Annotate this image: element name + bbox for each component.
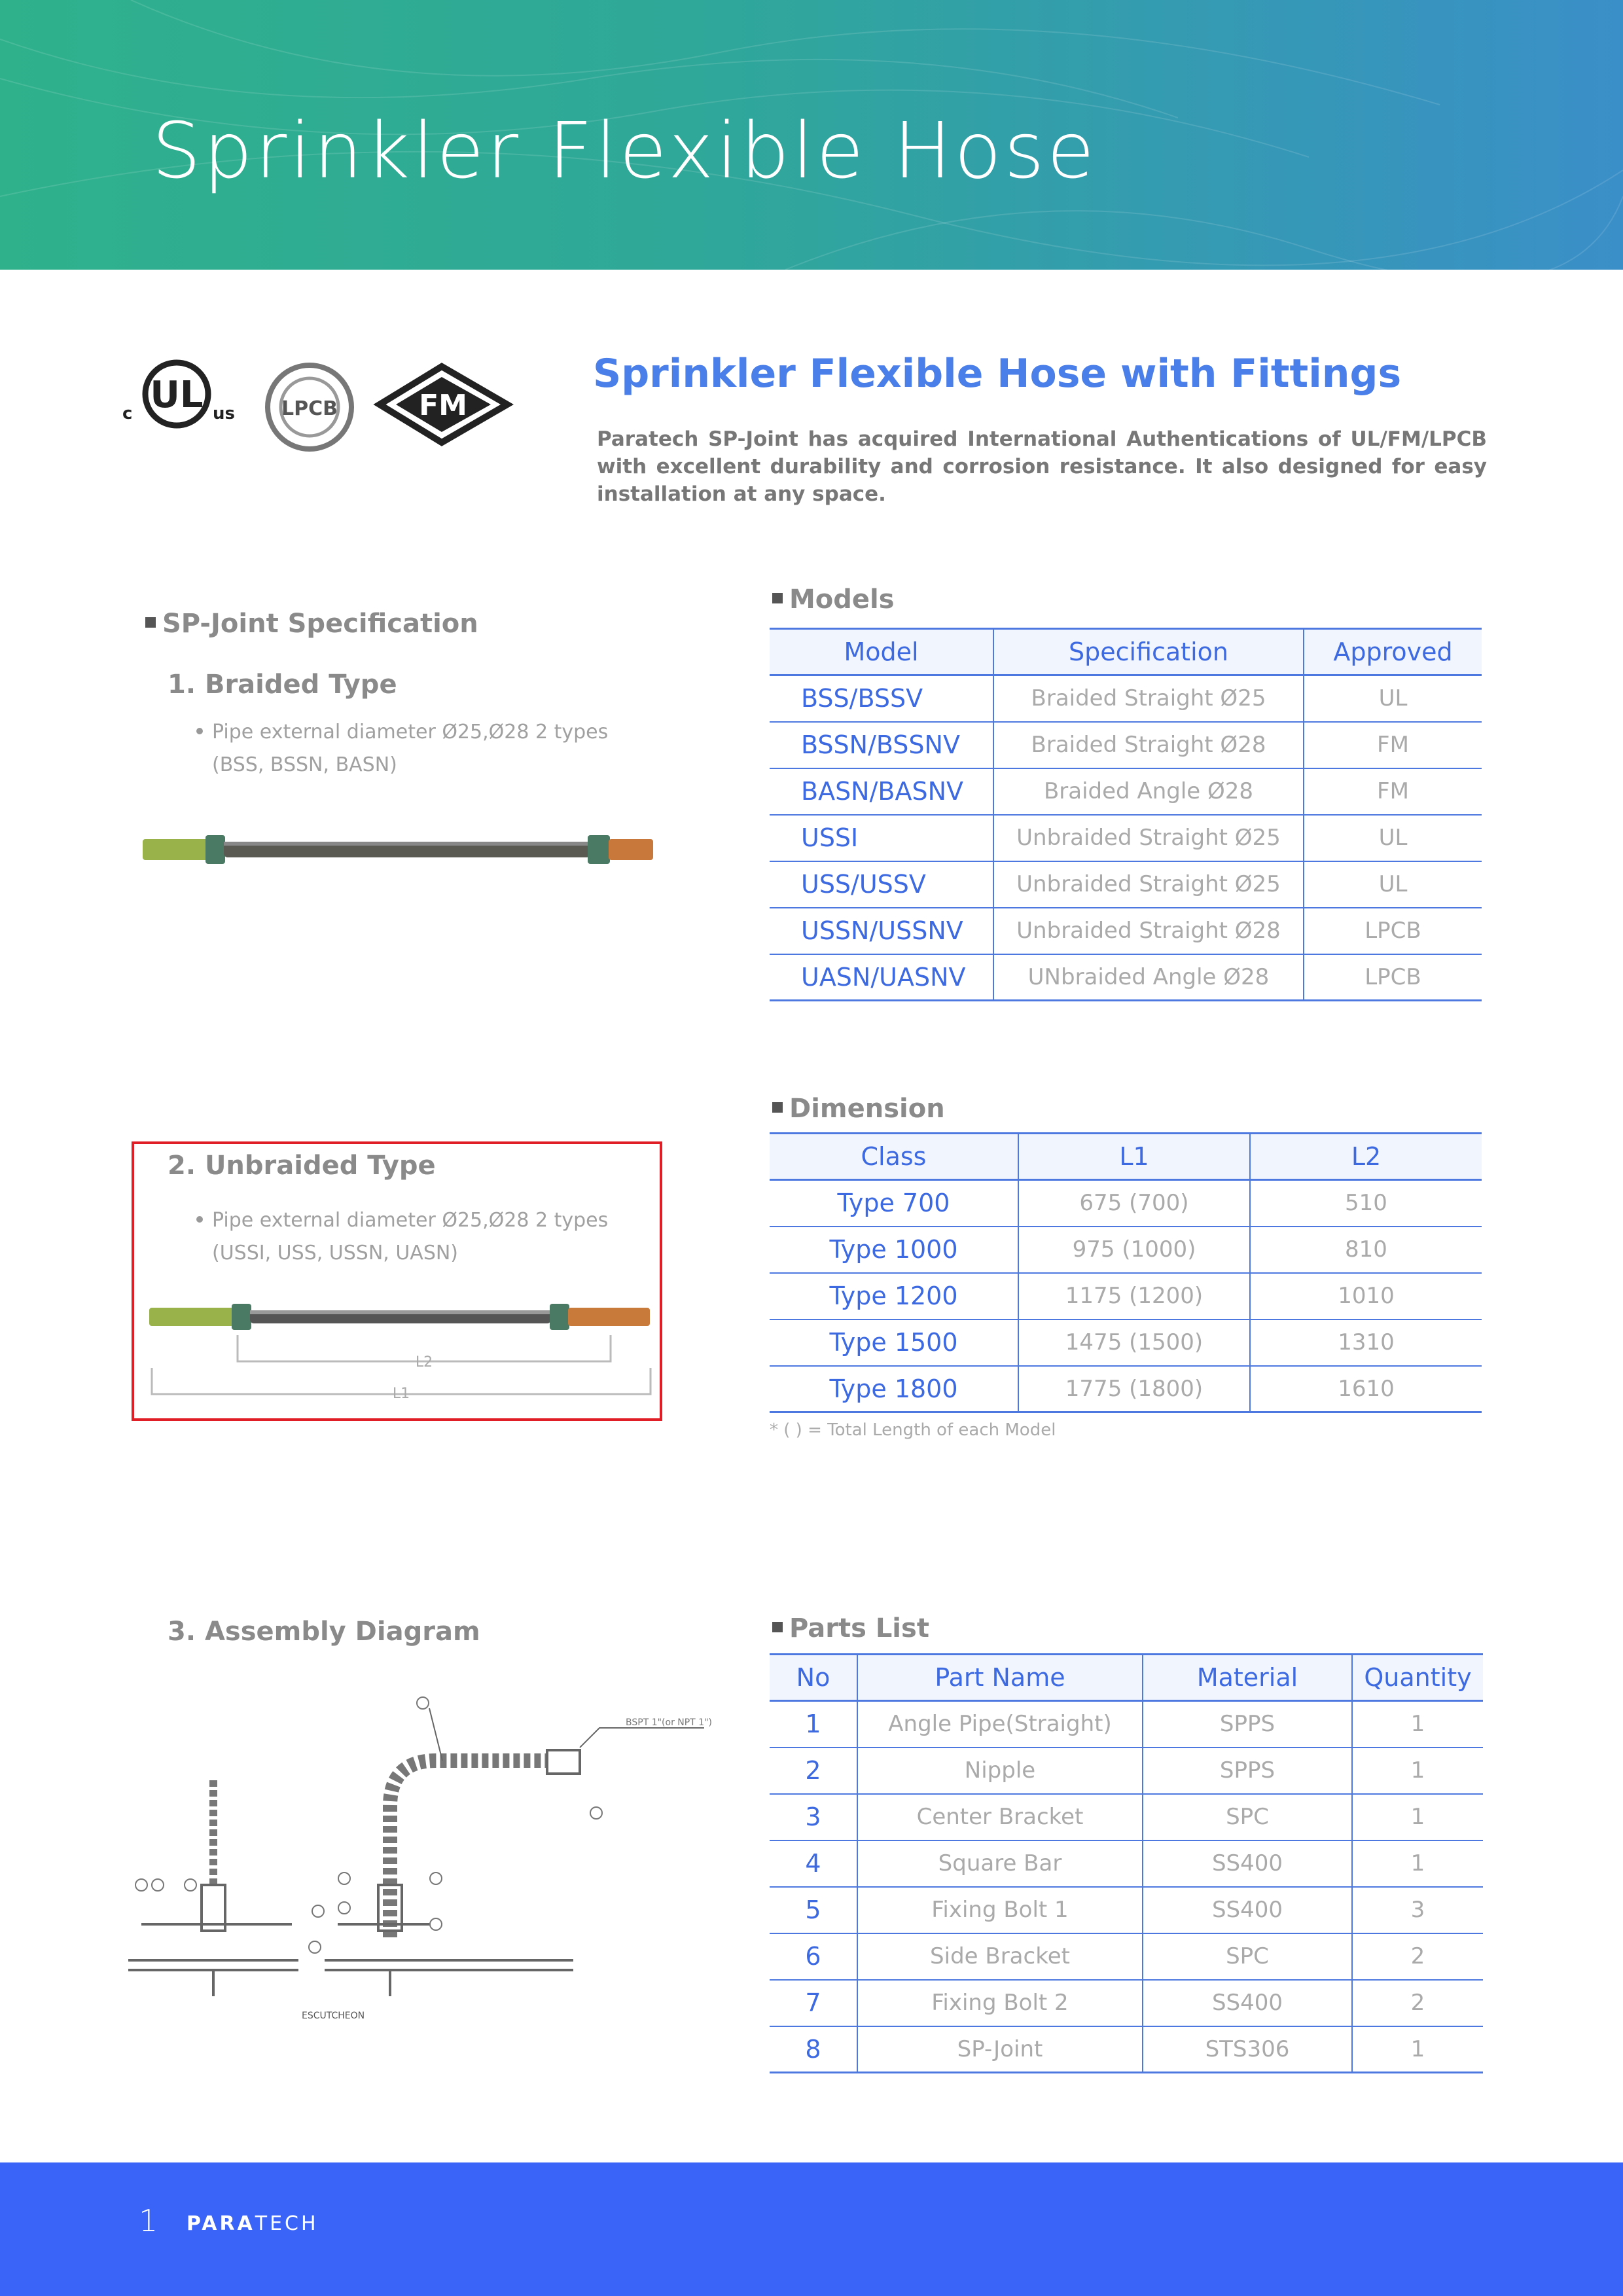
models-table-row (770, 861, 1482, 908)
parts-table-column-header: No (770, 1655, 857, 1701)
dimension-table (770, 1132, 1482, 1413)
parts-table-cell: 8 (770, 2026, 857, 2073)
svg-text:us: us (213, 404, 235, 423)
models-table-row (770, 722, 1482, 768)
parts-table-cell: 1 (1352, 1748, 1483, 1794)
unbraided-hose-image (149, 1302, 653, 1401)
parts-table-cell: 1 (1352, 2026, 1483, 2073)
parts-table-cell: 2 (770, 1748, 857, 1794)
dimension-table-row (770, 1319, 1482, 1366)
models-table-cell: Braided Angle Ø28 (993, 768, 1304, 815)
models-table-cell: Unbraided Straight Ø25 (993, 861, 1304, 908)
bullet-square-icon (772, 593, 783, 603)
models-table-cell: UNbraided Angle Ø28 (993, 954, 1304, 1001)
models-table-cell: USSN/USSNV (770, 908, 993, 954)
parts-table-cell: 2 (1352, 1933, 1483, 1980)
dimension-table-cell: 675 (700) (1018, 1180, 1250, 1227)
dimension-table-cell: 1310 (1250, 1319, 1482, 1366)
parts-table-row (770, 2026, 1483, 2073)
parts-table-cell: 3 (770, 1794, 857, 1840)
models-table-cell: FM (1304, 722, 1482, 768)
parts-list-heading: Parts List (772, 1613, 929, 1643)
product-description: Paratech SP-Joint has acquired International Authentications of UL/FM/LPCB with excellent durability and corrosion resistance. It also designed for easy installation at any space. (597, 427, 1487, 506)
spec-heading: SP-Joint Specification (145, 609, 478, 639)
parts-table-cell: 7 (770, 1980, 857, 2026)
svg-text:BSPT 1"(or NPT 1"): BSPT 1"(or NPT 1") (626, 1717, 712, 1728)
dimension-table-column-header: L1 (1018, 1134, 1250, 1180)
dimension-table-row (770, 1366, 1482, 1412)
parts-table-cell: 1 (1352, 1794, 1483, 1840)
models-table-cell: FM (1304, 768, 1482, 815)
models-table-column-header: Approved (1304, 629, 1482, 675)
models-table-cell: UL (1304, 675, 1482, 722)
models-table-cell: Braided Straight Ø25 (993, 675, 1304, 722)
models-table-row (770, 954, 1482, 1001)
models-table-cell: LPCB (1304, 908, 1482, 954)
models-table-cell: UL (1304, 861, 1482, 908)
parts-table-cell: SPC (1143, 1794, 1352, 1840)
dimension-table-cell: 1775 (1800) (1018, 1366, 1250, 1412)
bullet-square-icon (772, 1102, 783, 1113)
dimension-table-column-header: Class (770, 1134, 1018, 1180)
parts-table-cell: SS400 (1143, 1980, 1352, 2026)
dimension-table-cell: Type 700 (770, 1180, 1018, 1227)
models-heading: Models (772, 584, 895, 615)
parts-table-cell: Fixing Bolt 1 (857, 1887, 1143, 1933)
parts-table-cell: SPC (1143, 1933, 1352, 1980)
parts-table-row (770, 1980, 1483, 2026)
parts-table-cell: 2 (1352, 1980, 1483, 2026)
parts-table-cell: SS400 (1143, 1840, 1352, 1887)
parts-table-row (770, 1887, 1483, 1933)
dimension-table-cell: 1010 (1250, 1273, 1482, 1319)
parts-table-cell: Angle Pipe(Straight) (857, 1701, 1143, 1748)
dimension-table-row (770, 1227, 1482, 1273)
parts-table-cell: Square Bar (857, 1840, 1143, 1887)
assembly-diagram (128, 1689, 717, 2029)
parts-table-cell: SPPS (1143, 1701, 1352, 1748)
ul-logo (122, 363, 235, 425)
parts-table-column-header: Quantity (1352, 1655, 1483, 1701)
fm-logo (380, 367, 507, 442)
braided-type-description: Pipe external diameter Ø25,Ø28 2 types (BSS, BSSN, BASN) (196, 716, 608, 781)
braided-hose-image (143, 830, 653, 869)
page-title: Sprinkler Flexible Hose (152, 105, 1097, 196)
svg-text:L1: L1 (392, 1386, 410, 1401)
parts-table-cell: SS400 (1143, 1887, 1352, 1933)
models-table-cell: USSI (770, 815, 993, 861)
braided-type-title: 1. Braided Type (168, 670, 397, 700)
dimension-table-row (770, 1180, 1482, 1227)
svg-text:FM: FM (419, 389, 467, 422)
parts-table-cell: 1 (1352, 1840, 1483, 1887)
parts-table-cell: 1 (1352, 1701, 1483, 1748)
svg-text:UL: UL (150, 374, 204, 416)
parts-table-cell: Center Bracket (857, 1794, 1143, 1840)
parts-table-cell: 3 (1352, 1887, 1483, 1933)
svg-text:LPCB: LPCB (281, 397, 338, 420)
models-table-column-header: Specification (993, 629, 1304, 675)
dimension-note: * ( ) = Total Length of each Model (770, 1420, 1056, 1440)
parts-table-cell: SP-Joint (857, 2026, 1143, 2073)
models-table-cell: BSS/BSSV (770, 675, 993, 722)
svg-text:c: c (122, 404, 133, 423)
models-table-cell: UASN/UASNV (770, 954, 993, 1001)
assembly-diagram-title: 3. Assembly Diagram (168, 1617, 480, 1647)
dimension-table-column-header: L2 (1250, 1134, 1482, 1180)
unbraided-type-title: 2. Unbraided Type (168, 1151, 436, 1181)
models-table-row (770, 908, 1482, 954)
parts-table-cell: STS306 (1143, 2026, 1352, 2073)
parts-table-cell: 5 (770, 1887, 857, 1933)
models-table-cell: Unbraided Straight Ø25 (993, 815, 1304, 861)
parts-table-cell: Fixing Bolt 2 (857, 1980, 1143, 2026)
dimension-table-cell: 810 (1250, 1227, 1482, 1273)
parts-table-cell: Nipple (857, 1748, 1143, 1794)
parts-table-row (770, 1748, 1483, 1794)
dimension-table-cell: Type 1000 (770, 1227, 1018, 1273)
dimension-table-cell: Type 1800 (770, 1366, 1018, 1412)
certification-logos (115, 353, 520, 458)
parts-table-cell: Side Bracket (857, 1933, 1143, 1980)
dimension-table-cell: Type 1200 (770, 1273, 1018, 1319)
dimension-table-cell: Type 1500 (770, 1319, 1018, 1366)
lpcb-logo (268, 365, 351, 449)
parts-table-column-header: Material (1143, 1655, 1352, 1701)
models-table-row (770, 675, 1482, 722)
models-table-cell: USS/USSV (770, 861, 993, 908)
svg-text:ESCUTCHEON: ESCUTCHEON (302, 2011, 365, 2021)
parts-table-row (770, 1701, 1483, 1748)
bullet-square-icon (772, 1622, 783, 1632)
dimension-table-cell: 1610 (1250, 1366, 1482, 1412)
parts-table-row (770, 1933, 1483, 1980)
models-table-cell: BSSN/BSSNV (770, 722, 993, 768)
parts-table-row (770, 1840, 1483, 1887)
parts-table-cell: SPPS (1143, 1748, 1352, 1794)
parts-table-cell: 1 (770, 1701, 857, 1748)
models-table-row (770, 768, 1482, 815)
dimension-table-cell: 510 (1250, 1180, 1482, 1227)
models-table-cell: UL (1304, 815, 1482, 861)
header-banner (0, 0, 1623, 270)
svg-text:L2: L2 (415, 1354, 433, 1371)
dimension-table-cell: 1175 (1200) (1018, 1273, 1250, 1319)
parts-table-row (770, 1794, 1483, 1840)
models-table (770, 628, 1482, 1001)
models-table-column-header: Model (770, 629, 993, 675)
models-table-cell: Braided Straight Ø28 (993, 722, 1304, 768)
page-number: 1 (139, 2203, 158, 2238)
dimension-table-cell: 1475 (1500) (1018, 1319, 1250, 1366)
parts-table-column-header: Part Name (857, 1655, 1143, 1701)
parts-list-table (770, 1653, 1483, 2073)
models-table-cell: LPCB (1304, 954, 1482, 1001)
models-table-cell: BASN/BASNV (770, 768, 993, 815)
unbraided-type-description: Pipe external diameter Ø25,Ø28 2 types (USSI, USS, USSN, UASN) (196, 1204, 608, 1270)
parts-table-cell: 6 (770, 1933, 857, 1980)
dimension-table-row (770, 1273, 1482, 1319)
bullet-square-icon (145, 617, 156, 628)
models-table-row (770, 815, 1482, 861)
brand-logo: PARATECH (187, 2212, 319, 2235)
product-title: Sprinkler Flexible Hose with Fittings (593, 351, 1402, 397)
models-table-cell: Unbraided Straight Ø28 (993, 908, 1304, 954)
dimension-heading: Dimension (772, 1094, 945, 1124)
dimension-table-cell: 975 (1000) (1018, 1227, 1250, 1273)
parts-table-cell: 4 (770, 1840, 857, 1887)
